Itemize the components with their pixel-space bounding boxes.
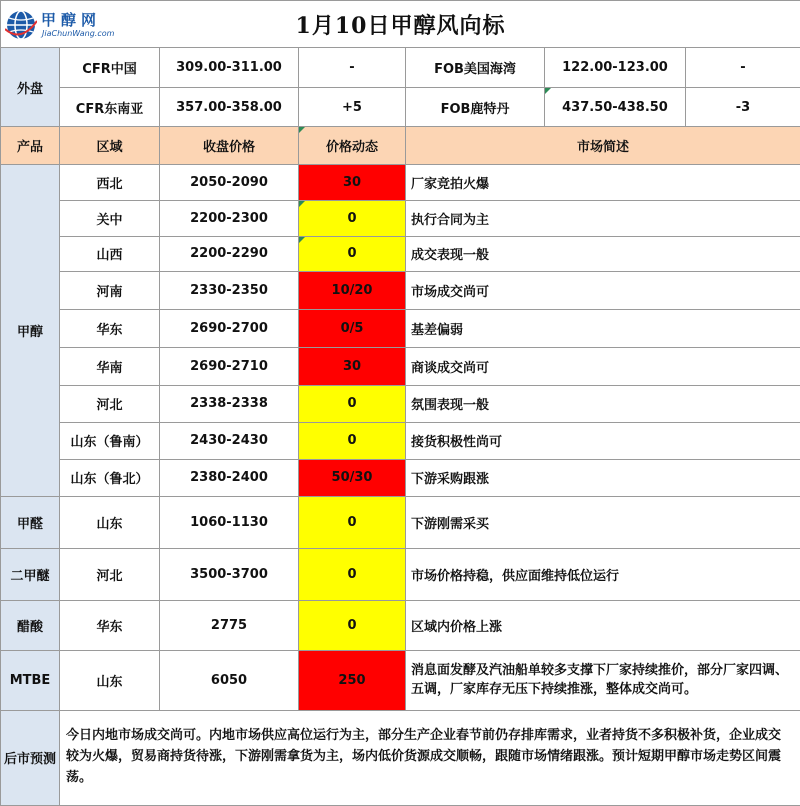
- table-row: [1, 200, 800, 236]
- note-cell: 市场成交尚可: [406, 272, 800, 310]
- change-cell: 30: [299, 164, 406, 200]
- change-cell: 0: [299, 496, 406, 548]
- region-cell: 山西: [60, 236, 160, 272]
- external-row-2: [1, 88, 800, 127]
- forecast-row: [1, 710, 800, 805]
- logo: [5, 5, 117, 43]
- external-change: -3: [686, 88, 800, 127]
- price-cell: 2690-2710: [160, 348, 299, 386]
- table-row: [1, 422, 800, 459]
- note-cell: 厂家竞拍火爆: [406, 164, 800, 200]
- external-price: 357.00-358.00: [160, 88, 299, 127]
- change-cell: 0: [299, 548, 406, 600]
- header-close-price: 收盘价格: [160, 126, 299, 164]
- price-cell: 1060-1130: [160, 496, 299, 548]
- external-row-1: [1, 48, 800, 88]
- header-market-brief: 市场简述: [406, 126, 800, 164]
- region-cell: 华东: [60, 601, 160, 651]
- note-cell: 基差偏弱: [406, 310, 800, 348]
- note-cell: 消息面发酵及汽油船单较多支撑下厂家持续推价，部分厂家四调、五调，厂家库存无压下持续推涨，整体成交尚可。: [406, 651, 800, 710]
- price-cell: 2338-2338: [160, 386, 299, 423]
- note-cell: 商谈成交尚可: [406, 348, 800, 386]
- change-cell: 10/20: [299, 272, 406, 310]
- price-cell: 2050-2090: [160, 164, 299, 200]
- change-cell: 30: [299, 348, 406, 386]
- table-row: [1, 651, 800, 710]
- external-change: -: [299, 48, 406, 88]
- external-label: 外盘: [1, 48, 60, 127]
- note-cell: 市场价格持稳，供应面维持低位运行: [406, 548, 800, 600]
- change-cell: 0: [299, 200, 406, 236]
- change-cell: 0: [299, 422, 406, 459]
- product-label: MTBE: [1, 651, 60, 710]
- region-cell: 河北: [60, 548, 160, 600]
- forecast-label: 后市预测: [1, 710, 60, 805]
- logo-text-en: JiaChunWang.com: [42, 29, 115, 38]
- region-cell: 山东（鲁北）: [60, 459, 160, 496]
- table-row: [1, 348, 800, 386]
- product-label: 二甲醚: [1, 548, 60, 600]
- external-name: FOB鹿特丹: [406, 88, 545, 127]
- region-cell: 山东（鲁南）: [60, 422, 160, 459]
- product-label: 甲醇: [1, 164, 60, 496]
- header-product: 产品: [1, 126, 60, 164]
- change-cell: 0: [299, 236, 406, 272]
- note-cell: 执行合同为主: [406, 200, 800, 236]
- region-cell: 华南: [60, 348, 160, 386]
- table-row: [1, 548, 800, 600]
- external-change: -: [686, 48, 800, 88]
- region-cell: 河南: [60, 272, 160, 310]
- price-cell: 2380-2400: [160, 459, 299, 496]
- table-row: [1, 272, 800, 310]
- price-cell: 3500-3700: [160, 548, 299, 600]
- note-cell: 区域内价格上涨: [406, 601, 800, 651]
- header-row: [1, 126, 800, 164]
- region-cell: 西北: [60, 164, 160, 200]
- change-cell: 0/5: [299, 310, 406, 348]
- table-row: [1, 459, 800, 496]
- external-name: FOB美国海湾: [406, 48, 545, 88]
- external-change: +5: [299, 88, 406, 127]
- table-row: [1, 236, 800, 272]
- external-price: 309.00-311.00: [160, 48, 299, 88]
- change-cell: 50/30: [299, 459, 406, 496]
- region-cell: 华东: [60, 310, 160, 348]
- note-cell: 接货积极性尚可: [406, 422, 800, 459]
- external-price: 122.00-123.00: [545, 48, 686, 88]
- price-cell: 2200-2290: [160, 236, 299, 272]
- price-cell: 6050: [160, 651, 299, 710]
- region-cell: 山东: [60, 496, 160, 548]
- external-name: CFR东南亚: [60, 88, 160, 127]
- external-price: 437.50-438.50: [545, 88, 686, 127]
- price-cell: 2430-2430: [160, 422, 299, 459]
- table-row: [1, 496, 800, 548]
- region-cell: 关中: [60, 200, 160, 236]
- price-cell: 2690-2700: [160, 310, 299, 348]
- forecast-text: 今日内地市场成交尚可。内地市场供应高位运行为主，部分生产企业春节前仍存排库需求，业者持货不多积极补货，企业成交较为火爆，贸易商持货待涨，下游刚需拿货为主，场内低价货源成交顺畅，跟随市场情绪跟涨。预计短期甲醇市场走势区间震荡。: [60, 710, 800, 805]
- change-cell: 250: [299, 651, 406, 710]
- header-region: 区域: [60, 126, 160, 164]
- globe-icon: [5, 9, 37, 41]
- external-name: CFR中国: [60, 48, 160, 88]
- change-cell: 0: [299, 386, 406, 423]
- note-cell: 下游刚需采买: [406, 496, 800, 548]
- logo-text-cn: 甲醇网: [41, 11, 102, 29]
- title-cell: [1, 1, 800, 48]
- page-title: 1月10日甲醇风向标: [295, 12, 506, 39]
- table-row: [1, 601, 800, 651]
- price-cell: 2200-2300: [160, 200, 299, 236]
- region-cell: 河北: [60, 386, 160, 423]
- product-label: 甲醛: [1, 496, 60, 548]
- table-row: [1, 310, 800, 348]
- region-cell: 山东: [60, 651, 160, 710]
- note-cell: 下游采购跟涨: [406, 459, 800, 496]
- table-row: [1, 386, 800, 423]
- change-cell: 0: [299, 601, 406, 651]
- price-cell: 2330-2350: [160, 272, 299, 310]
- header-price-dynamic: 价格动态: [299, 126, 406, 164]
- note-cell: 成交表现一般: [406, 236, 800, 272]
- note-cell: 氛围表现一般: [406, 386, 800, 423]
- price-cell: 2775: [160, 601, 299, 651]
- table-row: [1, 164, 800, 200]
- product-label: 醋酸: [1, 601, 60, 651]
